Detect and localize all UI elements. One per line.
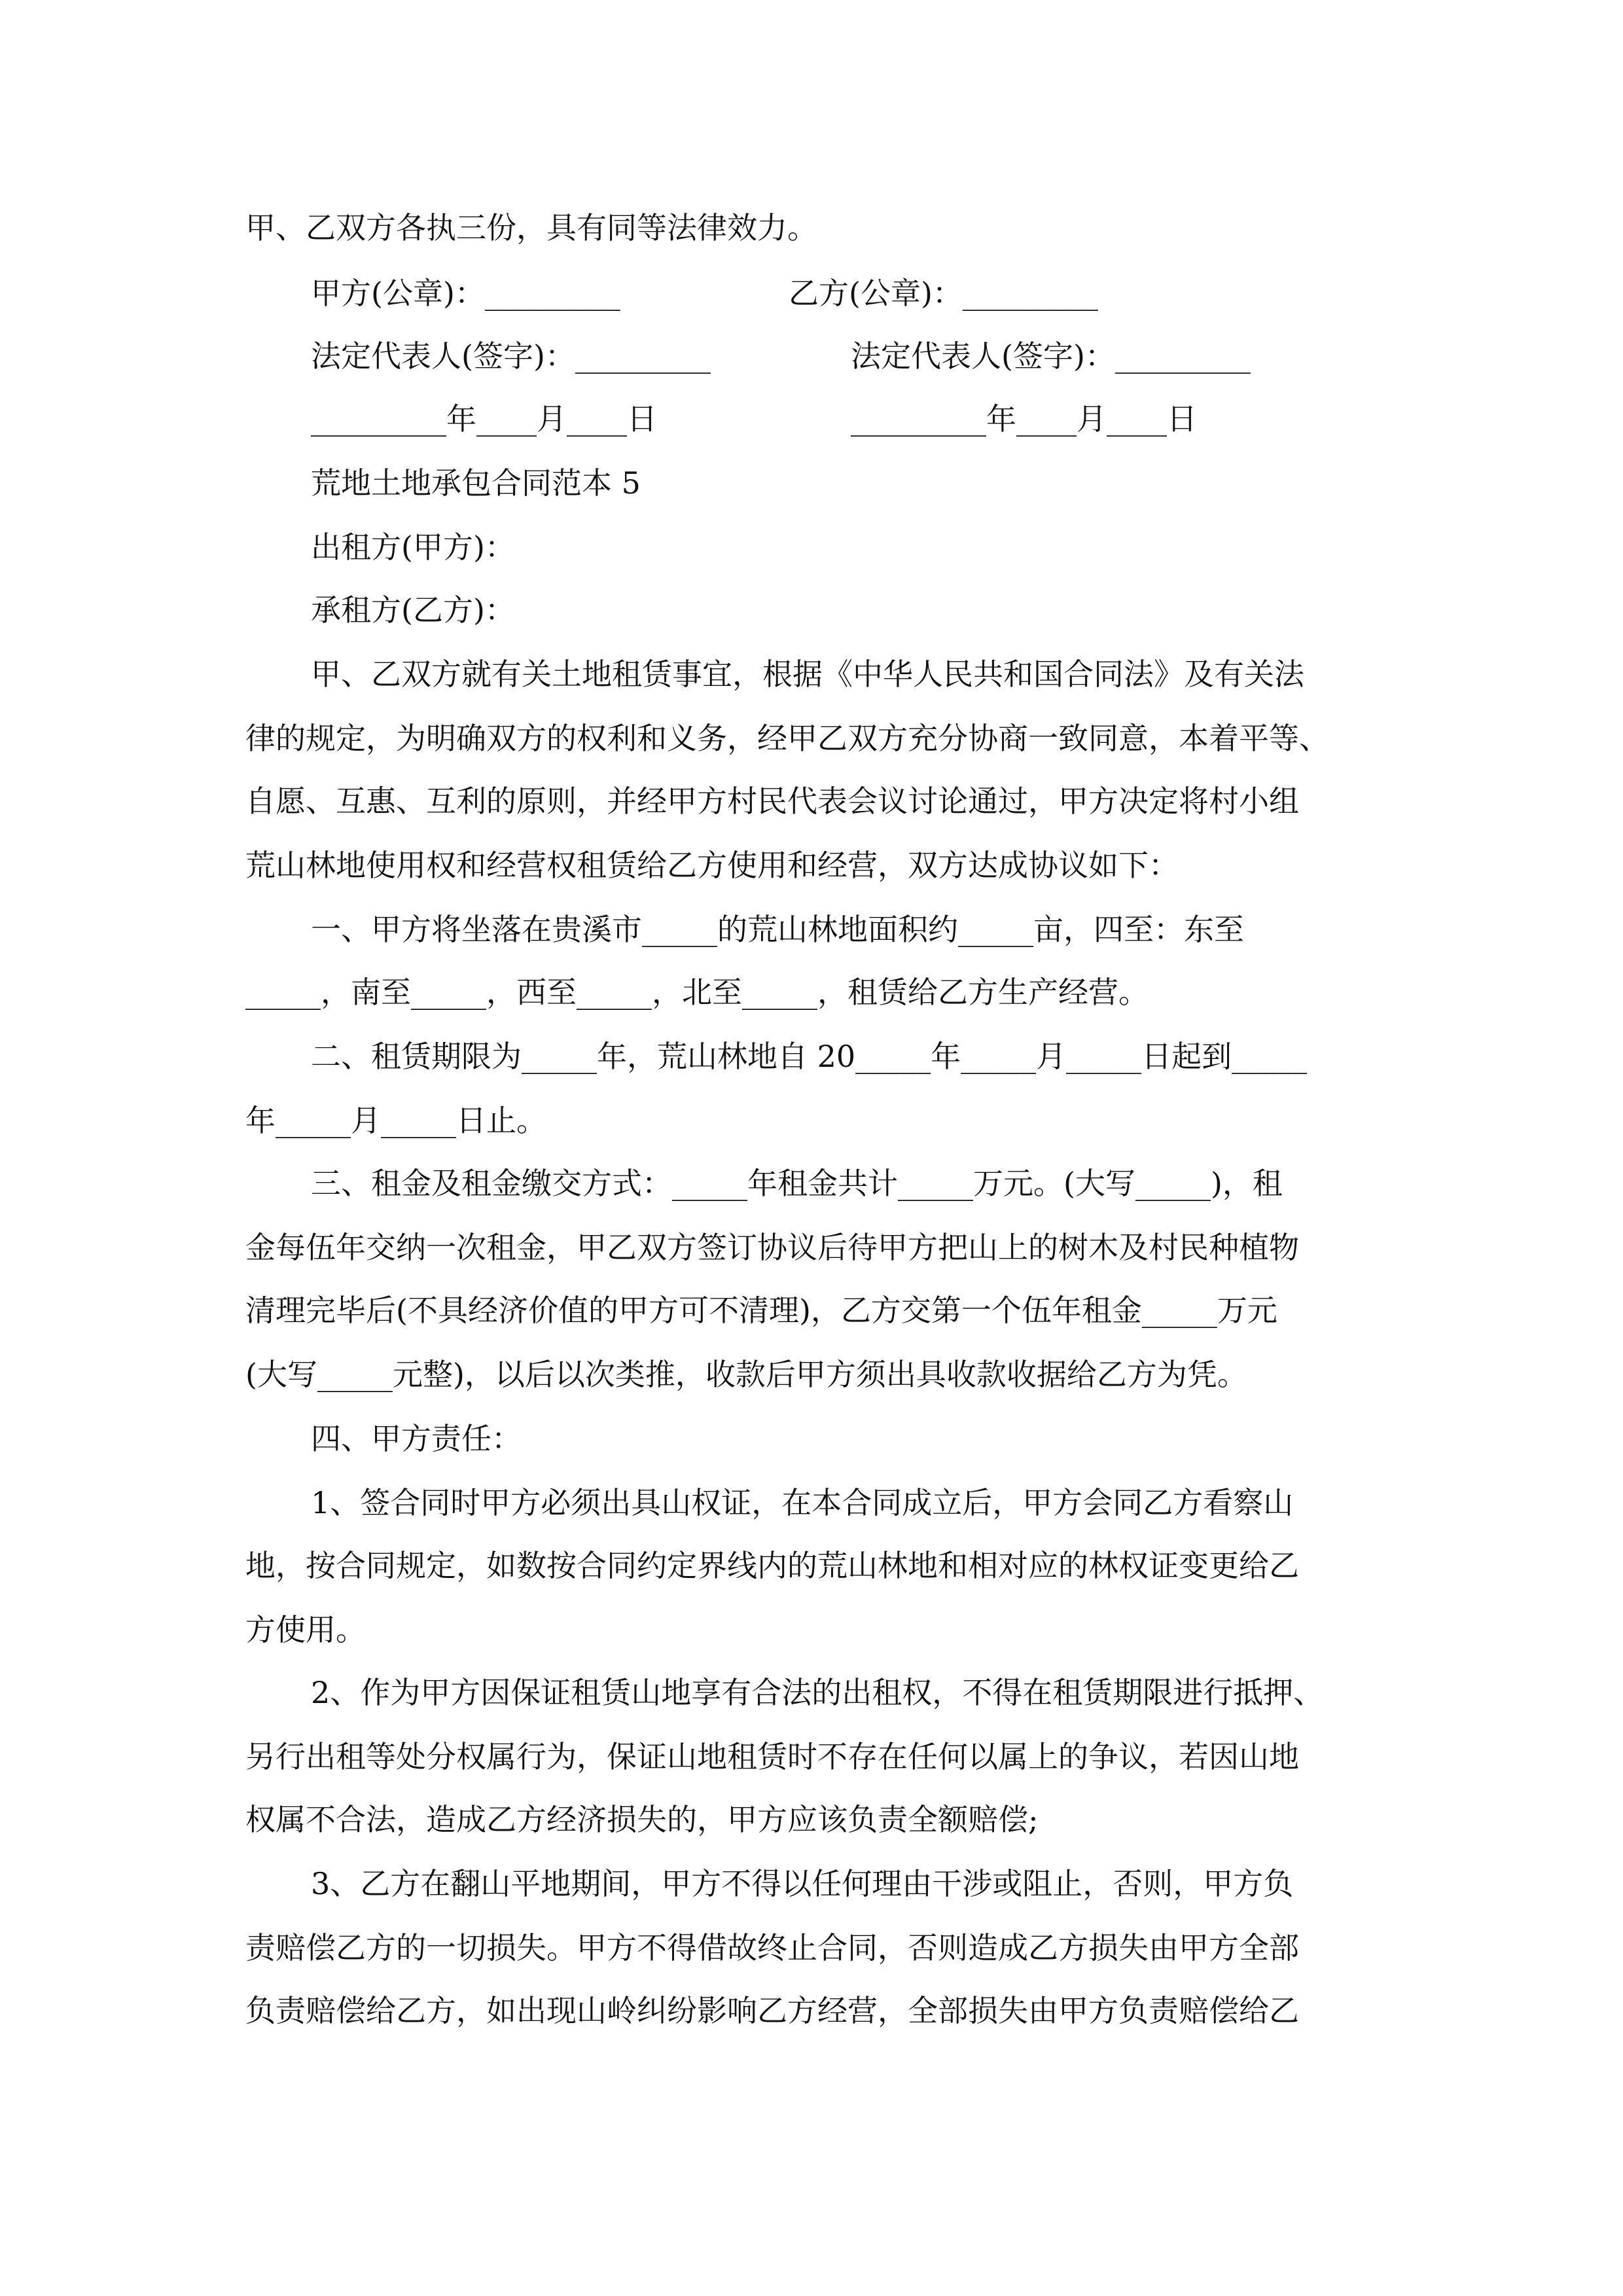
clause-3-line: 清理完毕后(不具经济价值的甲方可不清理)，乙方交第一个伍年租金_____万元 — [245, 1293, 1277, 1328]
item-2-line: 权属不合法，造成乙方经济损失的，甲方应该负责全额赔偿; — [245, 1802, 1039, 1837]
clause-1-line: 一、甲方将坐落在贵溪市_____的荒山林地面积约_____亩，四至：东至 — [311, 912, 1244, 947]
item-1-line: 地，按合同规定，如数按合同约定界线内的荒山林地和相对应的林权证变更给乙 — [245, 1548, 1299, 1583]
item-3-line: 负责赔偿给乙方，如出现山岭纠纷影响乙方经营，全部损失由甲方负责赔偿给乙 — [245, 1993, 1299, 2028]
lessor-line: 出租方(甲方)： — [311, 529, 515, 565]
clause-3-line: 金每伍年交纳一次租金，甲乙双方签订协议后待甲方把山上的树木及村民种植物 — [245, 1230, 1299, 1265]
item-1-line: 1、签合同时甲方必须出具山权证，在本合同成立后，甲方会同乙方看察山 — [311, 1485, 1294, 1520]
contract-title: 荒地土地承包合同范本 5 — [311, 465, 641, 501]
clause-2-line: 二、租赁期限为_____年，荒山林地自 20_____年_____月_____日起到_____ — [311, 1039, 1308, 1074]
party-b-date: _________年____月____日 — [851, 401, 1197, 437]
clause-3-line: 三、租金及租金缴交方式：_____年租金共计_____万元。(大写_____)，租 — [311, 1166, 1283, 1201]
party-b-representative: 法定代表人(签字)：_________ — [851, 338, 1251, 374]
clause-1-line: _____，南至_____，西至_____，北至_____，租赁给乙方生产经营。 — [245, 975, 1149, 1010]
closing-sentence: 甲、乙双方各执三份，具有同等法律效力。 — [245, 210, 817, 245]
lessee-line: 承租方(乙方)： — [311, 592, 515, 628]
clause-2-line: 年_____月_____日止。 — [245, 1103, 546, 1138]
preamble-line: 甲、乙双方就有关土地租赁事宜，根据《中华人民共和国合同法》及有关法 — [311, 656, 1304, 692]
preamble-line: 律的规定，为明确双方的权利和义务，经甲乙双方充分协商一致同意，本着平等、 — [245, 721, 1329, 756]
clause-3-line: (大写_____元整)，以后以次类推，收款后甲方须出具收款收据给乙方为凭。 — [245, 1357, 1247, 1392]
item-3-line: 责赔偿乙方的一切损失。甲方不得借故终止合同，否则造成乙方损失由甲方全部 — [245, 1930, 1299, 1965]
item-3-line: 3、乙方在翻山平地期间，甲方不得以任何理由干涉或阻止，否则，甲方负 — [311, 1866, 1294, 1901]
preamble-line: 荒山林地使用权和经营权租赁给乙方使用和经营，双方达成协议如下： — [245, 848, 1179, 883]
item-1-line: 方使用。 — [245, 1612, 366, 1647]
party-a-seal: 甲方(公章)：_________ — [311, 276, 620, 311]
party-b-seal: 乙方(公章)：_________ — [789, 276, 1098, 311]
party-a-date: _________年____月____日 — [311, 401, 657, 437]
item-2-line: 2、作为甲方因保证租赁山地享有合法的出租权，不得在租赁期限进行抵押、 — [311, 1675, 1324, 1710]
item-2-line: 另行出租等处分权属行为，保证山地租赁时不存在任何以属上的争议，若因山地 — [245, 1739, 1299, 1774]
clause-4-title: 四、甲方责任： — [311, 1421, 522, 1456]
party-a-representative: 法定代表人(签字)：_________ — [311, 338, 711, 374]
preamble-line: 自愿、互惠、互利的原则，并经甲方村民代表会议讨论通过，甲方决定将村小组 — [245, 783, 1299, 819]
